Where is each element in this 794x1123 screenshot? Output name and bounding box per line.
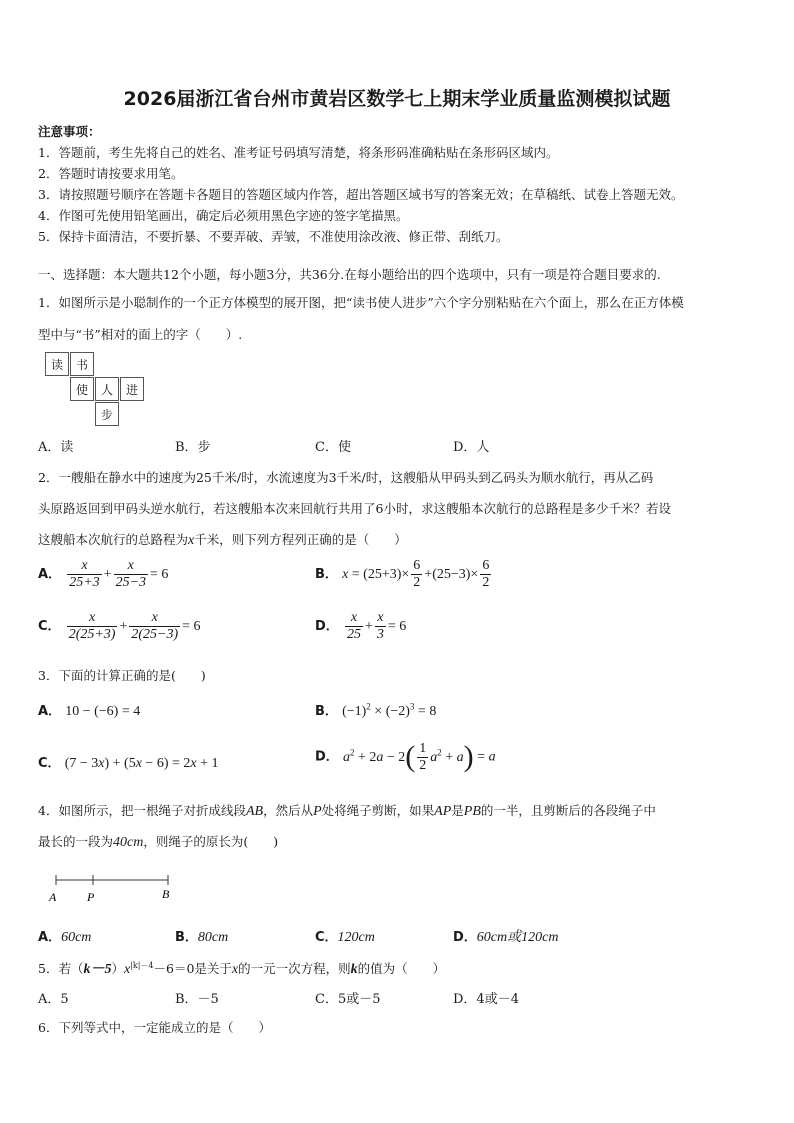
option-b: B．步 — [175, 440, 211, 455]
q4-text: 最长的一段为 — [38, 834, 114, 849]
question-4-line-1 — [38, 801, 656, 820]
net-cell: 读 — [45, 352, 69, 376]
variable-x: x — [231, 962, 239, 977]
variable-x: x — [188, 533, 195, 548]
variable-x: x — [123, 962, 131, 977]
q4-text: 处将绳子剪断，如果 — [321, 803, 435, 818]
net-cell: 书 — [70, 352, 94, 376]
point-label: B — [162, 887, 170, 901]
exponent: |k|－4 — [130, 960, 154, 970]
point-label: A — [49, 890, 57, 904]
segment-ap: AP — [434, 804, 452, 819]
option-label: B． — [175, 930, 198, 945]
option-label: C． — [315, 930, 338, 945]
notice-item: 1．答题前，考生先将自己的姓名、准考证号码填写清楚，将条形码准确粘贴在条形码区域内。 — [38, 145, 559, 160]
net-cell: 步 — [95, 402, 119, 426]
q5-text: 5．若（ — [38, 961, 84, 976]
notice-item: 2．答题时请按要求用笔。 — [38, 166, 184, 181]
option-b: B． x = (25+3)× $\frac{6}{2}$ +(25−3)× $\frac{6}{2}$ — [315, 558, 490, 590]
question-2-text-end: 千米，则下列方程列正确的是（ ） — [194, 532, 407, 547]
segment-ab: AB — [245, 804, 264, 819]
option-a: A．读 — [38, 440, 74, 455]
option-d: D．4或－4 — [453, 992, 519, 1007]
q5-text: 的值为（ ） — [357, 961, 446, 976]
question-2-text: 这艘船本次航行的总路程为 — [38, 532, 189, 547]
notice-heading: 注意事项： — [38, 124, 101, 139]
option-d: D． $\frac{x}{25}$ + $\frac{x}{3}$ = 6 — [315, 610, 407, 642]
question-4-line-2 — [38, 832, 278, 851]
option-label: A． — [38, 704, 62, 719]
line-segment-figure — [40, 868, 190, 908]
option-c: C．使 — [315, 440, 351, 455]
q4-text: 4．如图所示，把一根绳子对折成线段 — [38, 803, 246, 818]
option-a: A． $\frac{x}{25+3}$ + $\frac{x}{25-3}$ = 6 — [38, 558, 169, 590]
variable-k: k — [350, 962, 358, 977]
option-b: B．－5 — [175, 992, 219, 1007]
option-label: D． — [315, 619, 339, 634]
q4-text: ，则绳子的原长为( ) — [143, 834, 279, 849]
question-2-line-2: 头原路返回到甲码头逆水航行，若这艘船本次来回航行共用了6小时，求这艘船本次航行的总路程是多少千米？若设 — [38, 501, 671, 516]
option-d: D．人 — [453, 440, 490, 455]
question-3: 3．下面的计算正确的是( ) — [38, 668, 206, 683]
option-label: B． — [315, 567, 338, 582]
option-a: A． 10 − (−6) = 4 — [38, 704, 141, 719]
notice-item: 4．作图可先使用铅笔画出，确定后必须用黑色字迹的签字笔描黑。 — [38, 208, 409, 223]
net-cell: 进 — [120, 377, 144, 401]
option-label: C． — [38, 619, 61, 634]
q5-text: 的一元一次方程，则 — [238, 961, 351, 976]
q4-text: 的一半，且剪断后的各段绳子中 — [480, 803, 656, 818]
option-c: C． (7 − 3x) + (5x − 6) = 2x + 1 — [38, 756, 219, 771]
option-label: D． — [453, 930, 477, 945]
question-1-line-1: 1．如图所示是小聪制作的一个正方体模型的展开图，把“读书使人进步”六个字分别粘贴在六个面上，那么在正方体模 — [38, 295, 684, 310]
notice-item: 3．请按照题号顺序在答题卡各题目的答题区域内作答，超出答题区域书写的答案无效；在草稿纸、试卷上答题无效。 — [38, 187, 684, 202]
option-label: B． — [315, 704, 338, 719]
point-label: P — [87, 890, 95, 904]
question-5 — [38, 958, 445, 978]
option-label: D． — [315, 749, 339, 765]
option-d — [453, 926, 558, 946]
option-c: C．5或－5 — [315, 992, 381, 1007]
option-label: A． — [38, 567, 62, 582]
question-2-line-1: 2．一艘船在静水中的速度为25千米/时，水流速度为3千米/时，这艘船从甲码头到乙码头为顺水航行，再从乙码 — [38, 470, 654, 485]
page-title: 2026届浙江省台州市黄岩区数学七上期末学业质量监测模拟试题 — [123, 88, 671, 110]
question-6: 6．下列等式中，一定能成立的是（ ） — [38, 1020, 271, 1035]
option-value: 120cm — [337, 930, 375, 945]
length-value: 40cm — [113, 835, 144, 850]
option-value: 80cm — [197, 930, 229, 945]
q4-text: ，然后从 — [263, 803, 314, 818]
option-a: A．5 — [38, 992, 69, 1007]
option-b: B． $(-1)^2 \times (-2)^3 = 8$ — [315, 701, 437, 719]
q5-text: ） — [111, 961, 124, 976]
question-2-line-3 — [38, 530, 407, 549]
q5-text: －6＝0是关于 — [153, 961, 232, 976]
option-value: 60cm或120cm — [476, 930, 559, 945]
notice-item: 5．保持卡面清洁，不要折暴、不要弄破、弄皱，不准使用涂改液、修正带、刮纸刀。 — [38, 229, 509, 244]
net-cell: 使 — [70, 377, 94, 401]
question-1-line-2: 型中与“书”相对的面上的字（ ）. — [38, 327, 243, 342]
segment-pb: PB — [463, 804, 481, 819]
expression-k-minus-5: k－5 — [83, 962, 112, 977]
option-value: 60cm — [61, 930, 92, 945]
option-d: D． $a^2 + 2a - 2$( $\frac{1}{2}$ $a^2 + a) = a$ — [315, 740, 496, 773]
option-label: C． — [38, 756, 61, 771]
q4-text: 是 — [451, 803, 464, 818]
option-c — [315, 926, 375, 946]
net-cell: 人 — [95, 377, 119, 401]
section-heading: 一、选择题：本大题共12个小题，每小题3分，共36分.在每小题给出的四个选项中，只有一项是符合题目要求的. — [38, 267, 661, 282]
option-label: A． — [38, 930, 62, 945]
option-b — [175, 926, 228, 946]
option-a — [38, 926, 91, 946]
point-p: P — [313, 804, 322, 819]
option-c: C． $\frac{x}{2(25+3)}$ + $\frac{x}{2(25-3)}$ = 6 — [38, 610, 201, 642]
